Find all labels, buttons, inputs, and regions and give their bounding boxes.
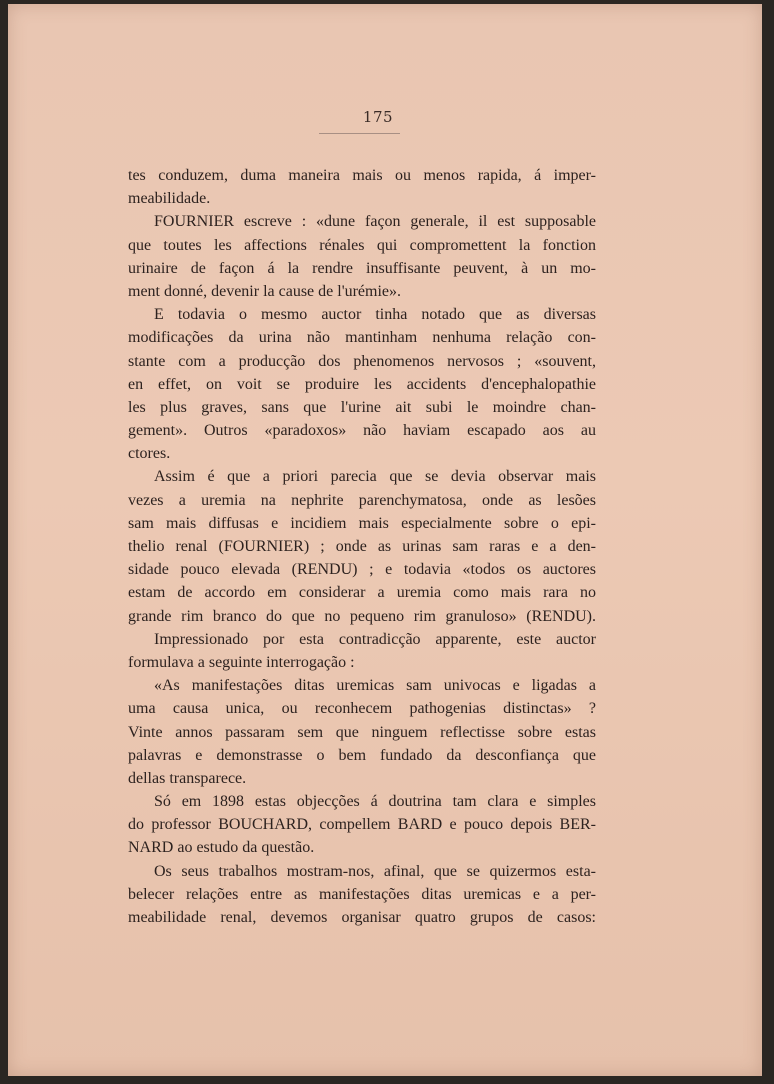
text-line: sam mais diffusas e incidiem mais especialmente sobre o epi- xyxy=(128,514,596,532)
text-line: sidade pouco elevada (RENDU) ; e todavia «todos os auctores xyxy=(128,561,596,579)
text-line: estam de accordo em considerar a uremia como mais rara no xyxy=(128,584,596,602)
page-number-rule xyxy=(319,133,400,134)
text-line: en effet, on voit se produire les accidents d'encephalopathie xyxy=(128,375,596,393)
text-line: urinaire de façon á la rendre insuffisante peuvent, à un mo- xyxy=(128,259,596,277)
text-line: vezes a uremia na nephrite parenchymatosa, onde as lesões xyxy=(128,491,596,509)
text-line: les plus graves, sans que l'urine ait subi le moindre chan- xyxy=(128,398,596,416)
text-line: meabilidade renal, devemos organisar quatro grupos de casos: xyxy=(128,909,596,926)
text-line: uma causa unica, ou reconhecem pathogenias distinctas» ? xyxy=(128,700,596,718)
text-line: Vinte annos passaram sem que ninguem reflectisse sobre estas xyxy=(128,723,596,741)
text-line: E todavia o mesmo auctor tinha notado que as diversas xyxy=(154,306,596,324)
text-line: gement». Outros «paradoxos» não haviam escapado aos au xyxy=(128,422,596,440)
text-line: belecer relações entre as manifestações ditas uremicas e a per- xyxy=(128,885,596,903)
text-line: FOURNIER escreve : «dune façon generale, il est supposable xyxy=(154,213,596,231)
body-text xyxy=(128,164,596,929)
text-line: ment donné, devenir la cause de l'urémie». xyxy=(128,282,401,300)
text-line: Só em 1898 estas objecções á doutrina tam clara e simples xyxy=(154,793,596,811)
text-line: que toutes les affections rénales qui compromettent la fonction xyxy=(128,236,596,254)
text-line: Assim é que a priori parecia que se devia observar mais xyxy=(154,468,596,486)
text-line: do professor BOUCHARD, compellem BARD e pouco depois BER- xyxy=(128,816,596,834)
text-line: dellas transparece. xyxy=(128,769,247,787)
text-line: NARD ao estudo da questão. xyxy=(128,839,315,857)
text-line: palavras e demonstrasse o bem fundado da desconfiança que xyxy=(128,746,596,764)
book-page xyxy=(8,4,762,1076)
text-line: tes conduzem, duma maneira mais ou menos rapida, á imper- xyxy=(128,167,596,184)
text-line: meabilidade. xyxy=(128,190,211,208)
text-line: modificações da urina não mantinham nenhuma relação con- xyxy=(128,329,596,347)
text-line: «As manifestações ditas uremicas sam univocas e ligadas a xyxy=(154,677,596,695)
text-line: Os seus trabalhos mostram-nos, afinal, que se quizermos esta- xyxy=(154,862,596,880)
text-line: Impressionado por esta contradicção apparente, este auctor xyxy=(154,630,596,648)
text-line: formulava a seguinte interrogação : xyxy=(128,653,355,671)
text-line: ctores. xyxy=(128,445,171,463)
text-line: grande rim branco do que no pequeno rim granuloso» (RENDU). xyxy=(128,607,596,625)
text-line: thelio renal (FOURNIER) ; onde as urinas sam raras e a den- xyxy=(128,538,596,555)
text-line: stante com a producção dos phenomenos nervosos ; «souvent, xyxy=(128,352,596,370)
page-number: 175 xyxy=(362,108,394,126)
